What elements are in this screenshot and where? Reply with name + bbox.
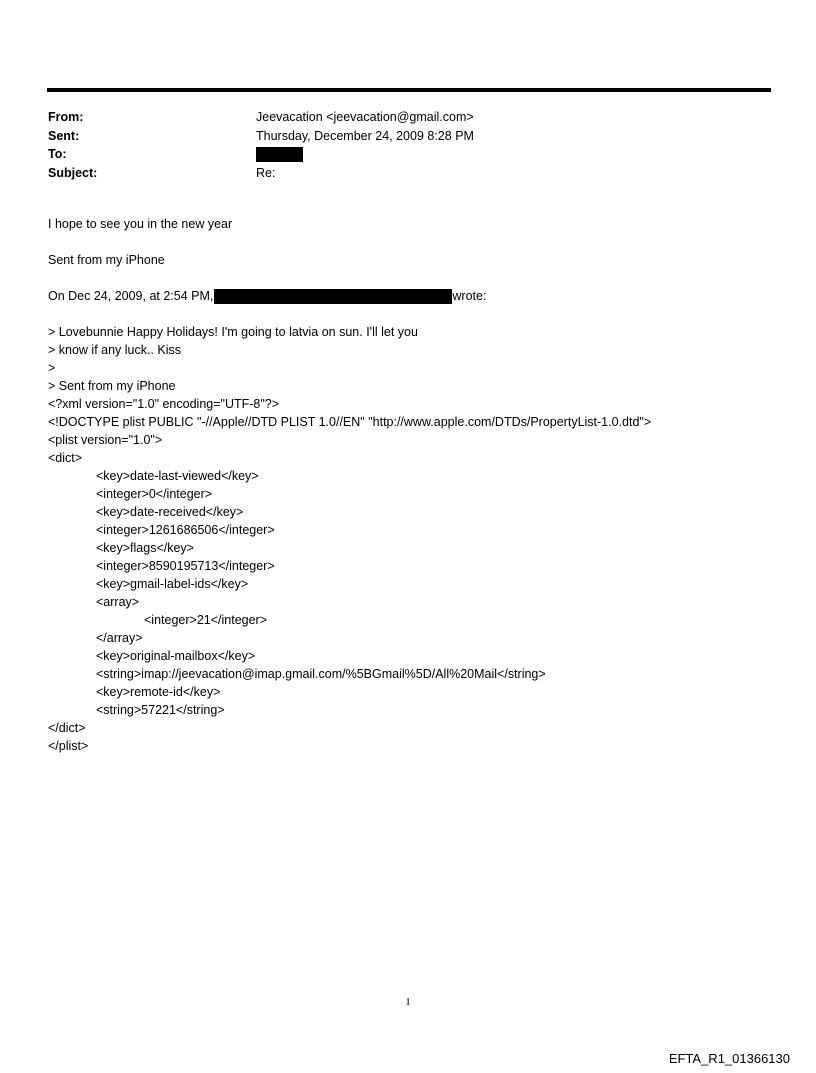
plist-line: </dict> [48, 721, 86, 735]
from-label: From: [48, 110, 84, 124]
plist-block [48, 395, 651, 755]
from-value: Jeevacation <jeevacation@gmail.com> [256, 110, 474, 124]
quoted-line: > know if any luck.. Kiss [48, 343, 182, 357]
plist-line: <string>57221</string> [96, 703, 225, 717]
from-row [48, 108, 748, 127]
to-row [48, 145, 748, 164]
quoted-line: > Sent from my iPhone [48, 379, 176, 393]
plist-line: <?xml version="1.0" encoding="UTF-8"?> [48, 397, 280, 411]
plist-line: <integer>21</integer> [144, 613, 268, 627]
plist-line: <integer>1261686506</integer> [96, 523, 275, 537]
subject-row [48, 164, 748, 183]
plist-line: <dict> [48, 451, 83, 465]
subject-label: Subject: [48, 165, 98, 180]
subject-value: Re: [256, 165, 276, 180]
sent-value: Thursday, December 24, 2009 8:28 PM [256, 128, 474, 143]
plist-line: <integer>0</integer> [96, 487, 213, 501]
plist-line: <key>date-received</key> [96, 505, 244, 519]
sender-redaction [214, 289, 452, 304]
plist-line: <key>original-mailbox</key> [96, 649, 256, 663]
plist-line: <key>date-last-viewed</key> [96, 469, 259, 483]
quoted-line: > [48, 361, 56, 375]
plist-line: </plist> [48, 739, 89, 753]
plist-line: </array> [96, 631, 143, 645]
quoted-line: > Lovebunnie Happy Holidays! I'm going to latvia on sun. I'll let you [48, 325, 418, 339]
sent-row [48, 127, 748, 146]
to-label: To: [48, 147, 67, 161]
quote-intro-suffix: wrote: [452, 289, 487, 303]
quote-intro-prefix: On Dec 24, 2009, at 2:54 PM, [48, 289, 214, 303]
plist-line: <plist version="1.0"> [48, 433, 163, 447]
to-value [256, 145, 748, 164]
plist-line: <array> [96, 595, 140, 609]
body-line-1: I hope to see you in the new year [48, 217, 233, 231]
header-divider [47, 88, 771, 92]
plist-line: <integer>8590195713</integer> [96, 559, 275, 573]
plist-line: <key>remote-id</key> [96, 685, 221, 699]
plist-line: <key>gmail-label-ids</key> [96, 577, 249, 591]
email-header [48, 108, 748, 182]
recipient-redaction [256, 147, 303, 162]
sent-label: Sent: [48, 128, 80, 143]
plist-line: <!DOCTYPE plist PUBLIC "-//Apple//DTD PLIST 1.0//EN" "http://www.apple.com/DTDs/PropertyList-1.0.dtd"> [48, 415, 652, 429]
plist-line: <key>flags</key> [96, 541, 194, 555]
page-number: 1 [405, 996, 411, 1008]
plist-line: <string>imap://jeevacation@imap.gmail.com/%5BGmail%5D/All%20Mail</string> [96, 667, 546, 681]
body-line-2: Sent from my iPhone [48, 253, 165, 267]
bates-number: EFTA_R1_01366130 [668, 1051, 790, 1066]
quote-intro [48, 287, 486, 305]
